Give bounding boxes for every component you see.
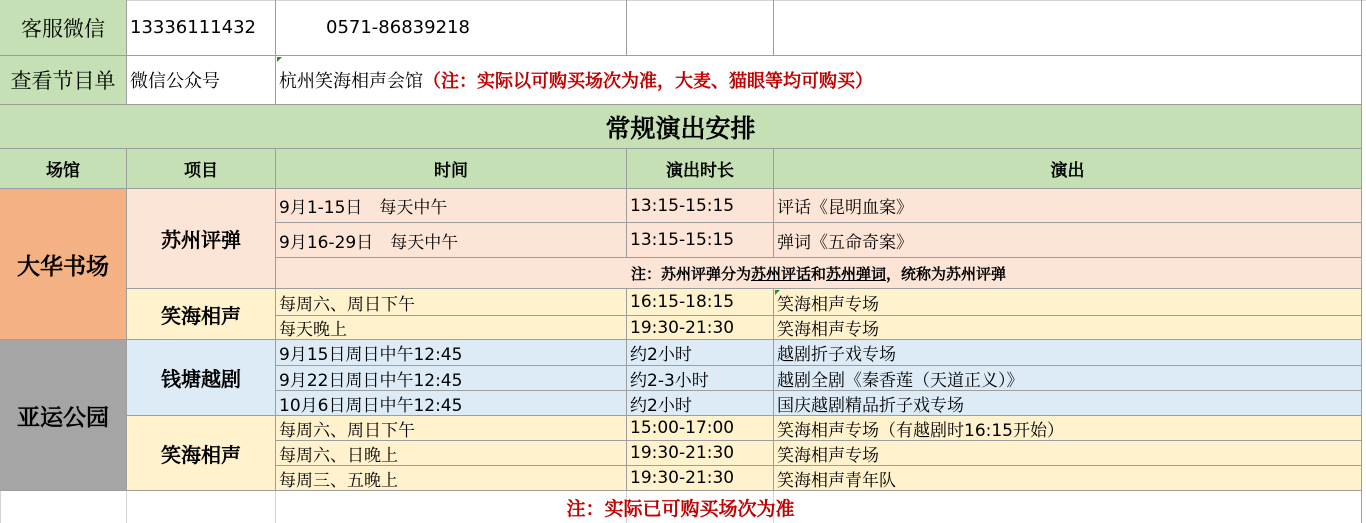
note-term-pinghua: 苏州评话 <box>750 264 811 283</box>
landline-cell[interactable] <box>276 0 627 56</box>
venue-name-dahua: 大华书场 <box>0 189 127 340</box>
duration-cell: 约2-3小时 <box>627 366 774 391</box>
section-title: 常规演出安排 <box>0 105 1362 149</box>
note-text: ，统称为苏州评弹 <box>886 264 1007 283</box>
note-term-tanci: 苏州弹词 <box>826 264 887 283</box>
time-cell: 9月22日周日中午12:45 <box>276 366 627 391</box>
venue-name-yayun-park: 亚运公园 <box>0 340 127 491</box>
duration-cell: 19:30-21:30 <box>627 441 774 466</box>
landline-number: 0571-86839218 <box>326 17 470 38</box>
column-header-duration: 演出时长 <box>627 149 774 189</box>
time-cell: 每周六、周日下午 <box>276 289 627 316</box>
phone-number: 13336111432 <box>130 17 256 38</box>
duration-cell: 15:00-17:00 <box>627 416 774 441</box>
empty-cell[interactable] <box>774 0 1362 56</box>
venue-note: （注：实际以可购买场次为准，大麦、猫眼等均可购买） <box>423 71 873 92</box>
show-cell: 笑海相声专场 <box>774 441 1362 466</box>
duration-cell: 13:15-15:15 <box>627 189 774 223</box>
show-cell: 评话《昆明血案》 <box>774 189 1362 223</box>
show-cell: 弹词《五命奇案》 <box>774 223 1362 258</box>
phone-cell[interactable] <box>127 0 276 56</box>
duration-cell: 19:30-21:30 <box>627 316 774 340</box>
wechat-label: 客服微信 <box>0 0 127 56</box>
time-cell: 10月6日周日中午12:45 <box>276 391 627 416</box>
time-cell: 9月16-29日 每天中午 <box>276 223 627 258</box>
column-header-show: 演出 <box>774 149 1362 189</box>
show-cell: 笑海相声专场 <box>774 316 1362 340</box>
show-cell: 笑海相声专场（有越剧时16:15开始） <box>774 416 1362 441</box>
program-name-qiantang-yueju: 钱塘越剧 <box>127 340 276 416</box>
program-name-suzhou-pingtan: 苏州评弹 <box>127 189 276 289</box>
column-header-venue: 场馆 <box>0 149 127 189</box>
program-name-xiaohai-xiangsheng: 笑海相声 <box>127 289 276 340</box>
show-cell: 越剧折子戏专场 <box>774 340 1362 366</box>
time-cell: 每周六、周日下午 <box>276 416 627 441</box>
column-header-program: 项目 <box>127 149 276 189</box>
show-cell: 笑海相声专场 <box>774 289 1362 316</box>
duration-cell: 19:30-21:30 <box>627 466 774 491</box>
show-cell: 笑海相声青年队 <box>774 466 1362 491</box>
duration-cell: 约2小时 <box>627 340 774 366</box>
empty-cell[interactable] <box>627 0 774 56</box>
footer-note: 注：实际已可购买场次为准 <box>0 491 1362 523</box>
show-cell: 国庆越剧精品折子戏专场 <box>774 391 1362 416</box>
note-text: 和 <box>810 264 826 283</box>
show-cell: 越剧全剧《秦香莲（天道正义）》 <box>774 366 1362 391</box>
time-cell: 9月1-15日 每天中午 <box>276 189 627 223</box>
pingtan-note <box>276 258 1362 289</box>
program-name-xiaohai-xiangsheng: 笑海相声 <box>127 416 276 491</box>
duration-cell: 13:15-15:15 <box>627 223 774 258</box>
time-cell: 9月15日周日中午12:45 <box>276 340 627 366</box>
note-text: 注：苏州评弹分为 <box>630 264 751 283</box>
venue-name-cell[interactable] <box>276 56 1362 105</box>
official-account-cell[interactable] <box>127 56 276 105</box>
column-header-time: 时间 <box>276 149 627 189</box>
venue-name: 杭州笑海相声会馆 <box>279 71 423 92</box>
comment-marker-icon <box>277 57 282 62</box>
comment-marker-icon <box>775 290 780 295</box>
duration-cell: 16:15-18:15 <box>627 289 774 316</box>
time-cell: 每天晚上 <box>276 316 627 340</box>
time-cell: 每周六、日晚上 <box>276 441 627 466</box>
program-label: 查看节目单 <box>0 56 127 105</box>
duration-cell: 约2小时 <box>627 391 774 416</box>
time-cell: 每周三、五晚上 <box>276 466 627 491</box>
official-account-label: 微信公众号 <box>130 71 220 92</box>
